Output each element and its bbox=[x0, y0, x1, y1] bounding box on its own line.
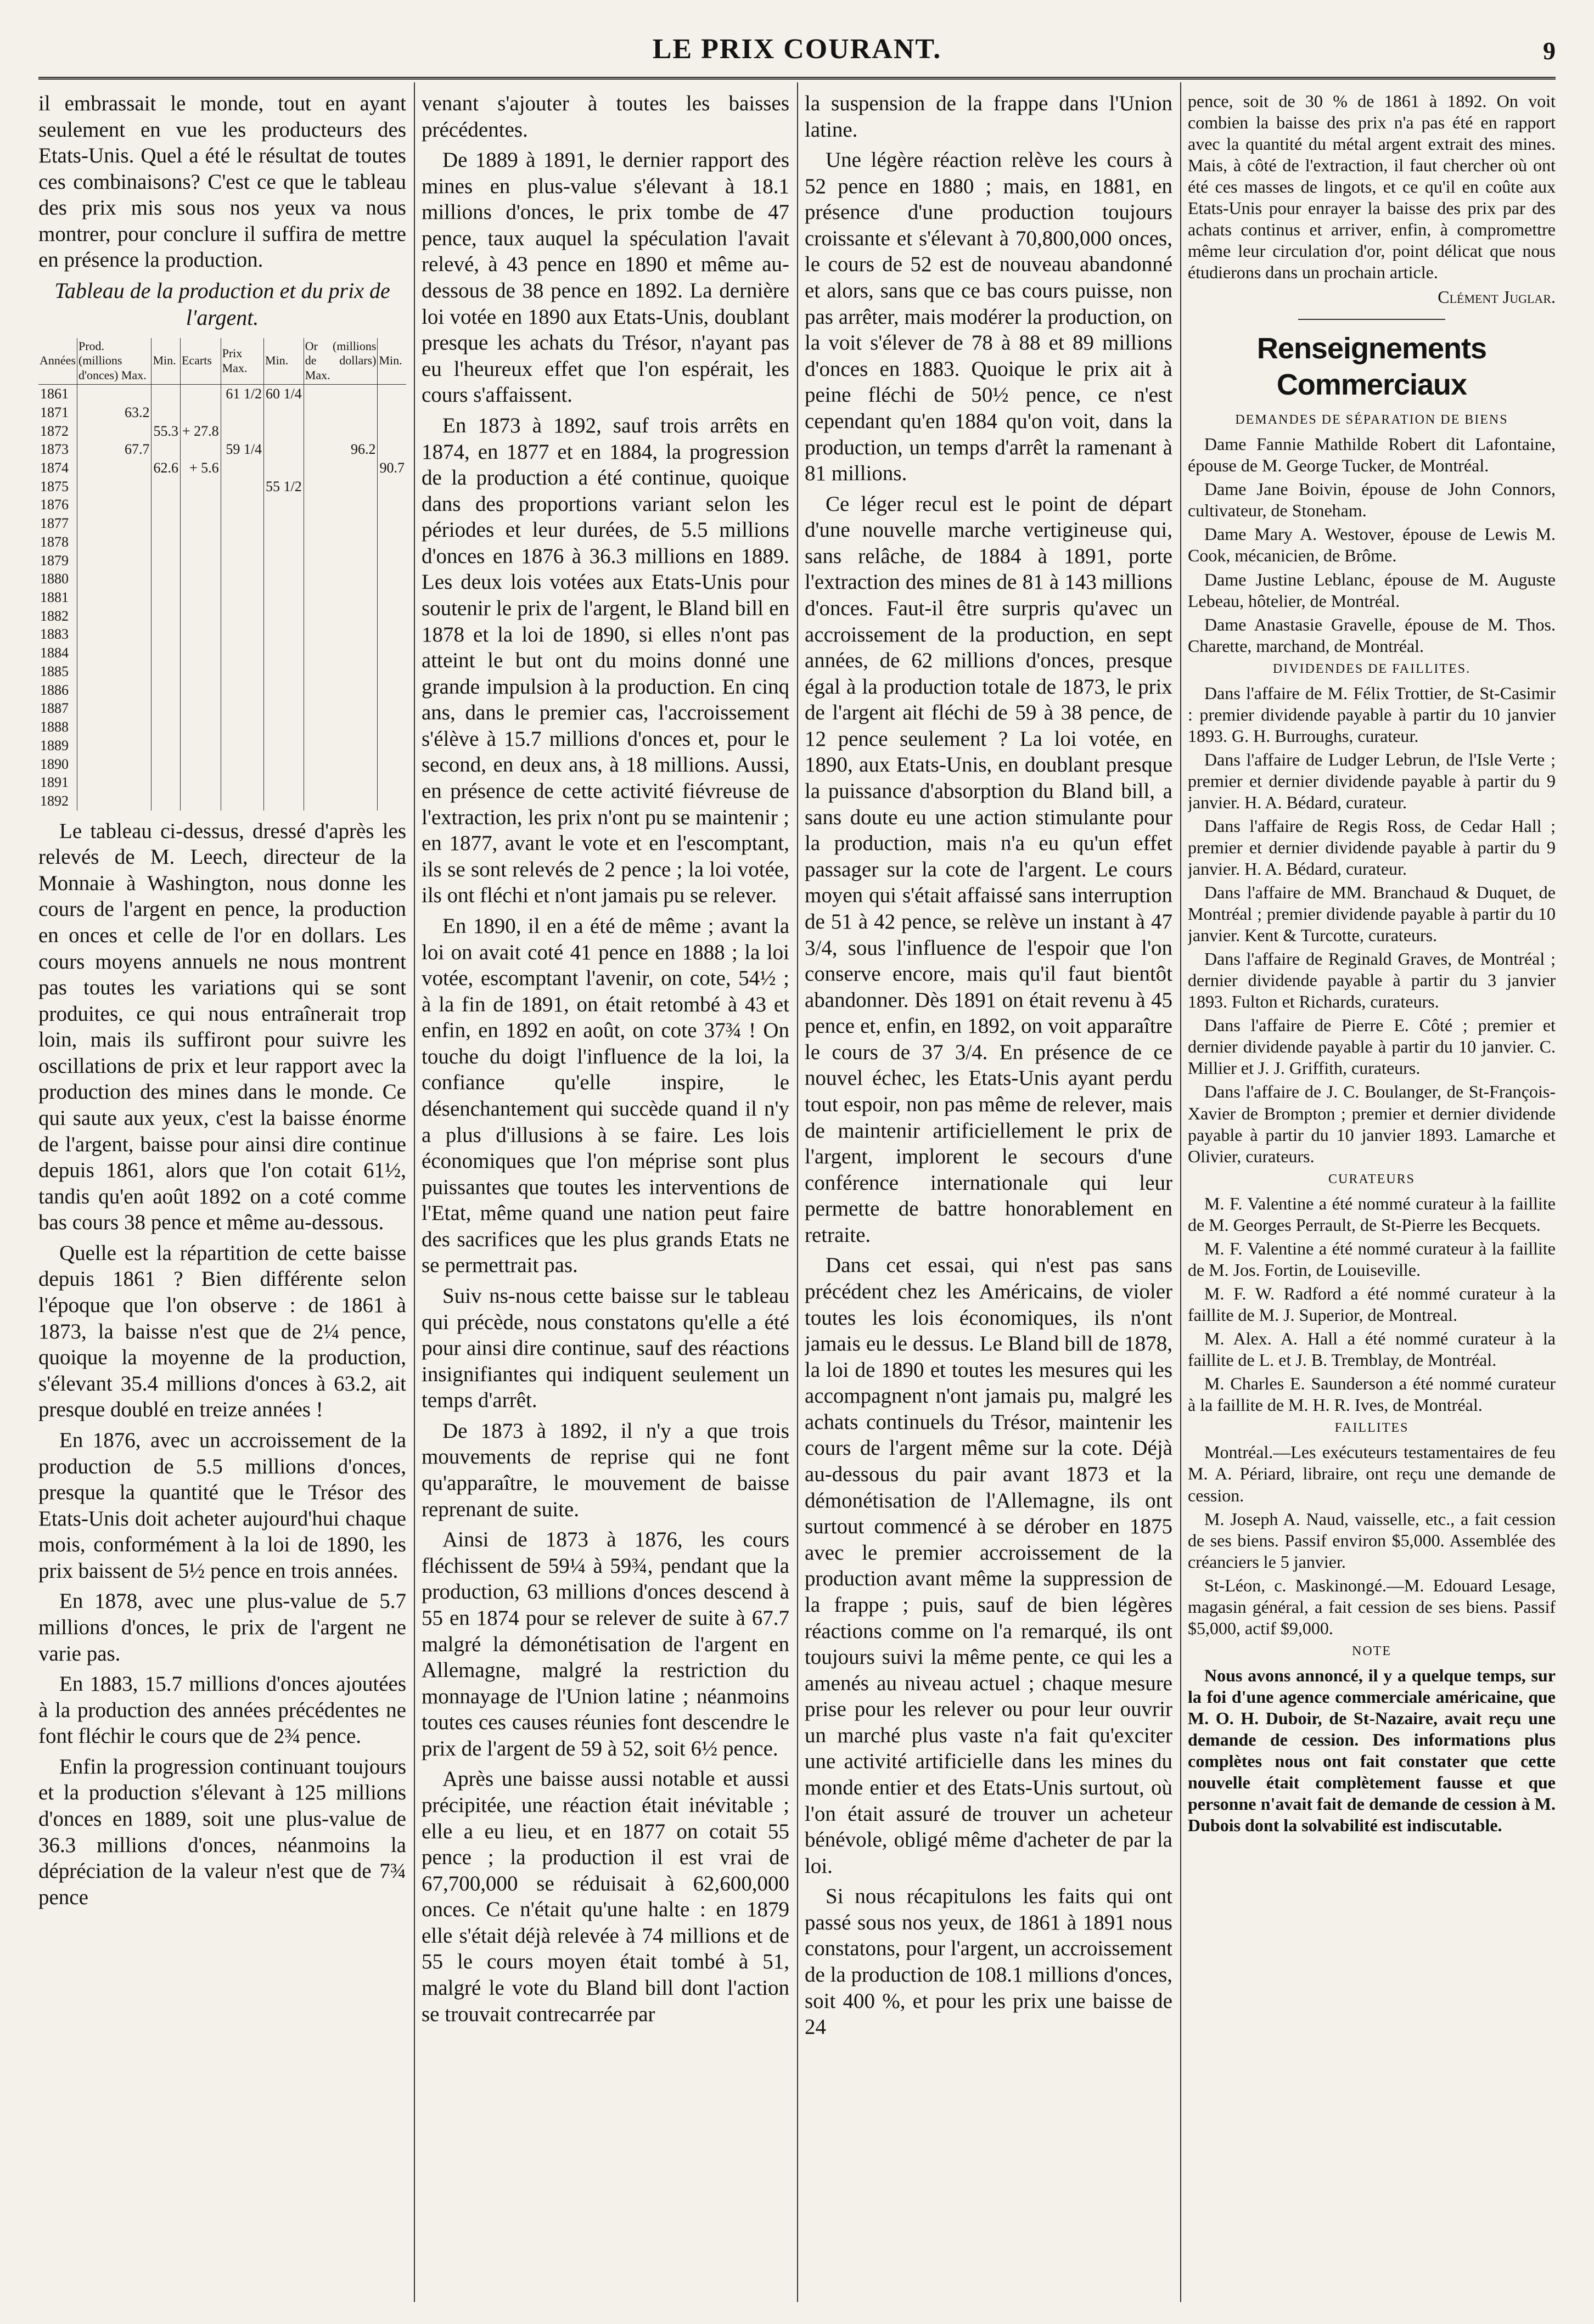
table-cell bbox=[151, 570, 181, 588]
table-cell: 1877 bbox=[40, 515, 69, 532]
table-cell bbox=[264, 588, 304, 607]
table-cell bbox=[264, 773, 304, 792]
table-cell bbox=[180, 736, 221, 755]
paragraph: En 1873 à 1892, sauf trois arrêts en 1874, en 1877 et en 1884, la progression de la production a été continue, quoique dans des proportions variant selon les périodes et leur durées, de 5.5 millions d'onces en 1876 à 36.3 millions en 1889. Les deux lois votées aux Etats-Unis pour soutenir le prix de l'argent, le Bland bill en 1878 et la loi de 1890, si elles n'ont pas atteint le but ont du moins donné une grande impulsion à la production. En cinq ans, dans le premier cas, l'accroissement s'élève à 15.7 millions d'onces et, pour le second, en deux ans, à 18 millions. Aussi, en présence de cette activité fiévreuse de l'extraction, les prix n'ont pu se maintenir ; en 1877, avant le vote et en l'escomptant, ils se sont relevés de 2 pence ; la loi votée, ils ont fléchi et n'ont jamais pu se relever. bbox=[422, 413, 789, 908]
table-cell bbox=[378, 533, 406, 552]
table-cell bbox=[221, 496, 263, 514]
table-cell bbox=[264, 625, 304, 644]
table-cell bbox=[180, 644, 221, 662]
table-cell: 1886 bbox=[40, 682, 69, 698]
table-cell bbox=[304, 385, 378, 403]
table-cell bbox=[304, 570, 378, 588]
paragraph: De 1889 à 1891, le dernier rapport des mines en plus-value s'élevant à 18.1 millions d'onces, le prix tombe de 47 pence, taux auquel la spéculation l'avait relevé, à 43 pence en 1890 et même au-dessous de 38 pence en 1892. La dernière loi votée en 1890 aux Etats-Unis, doublant presque les achats du Trésor, n'ayant pas eu l'heureux effet que l'on espérait, les cours s'affaissent. bbox=[422, 148, 789, 407]
table-cell: 60 1/4 bbox=[264, 385, 304, 403]
table-cell bbox=[221, 625, 263, 644]
table-row bbox=[38, 533, 406, 552]
table-header: Prix Max. bbox=[221, 338, 263, 385]
table-row bbox=[38, 736, 406, 755]
paragraph: Après une baisse aussi notable et aussi précipitée, une réaction était inévitable ; elle a eu lieu, et en 1877 on cotait 55 pence ; la production il est vrai de 67,700,000 se réduisait à 62,600,000 onces. Ce n'était qu'une halte : en 1879 elle s'était déjà relevée à 74 millions et de 55 le cours moyen était tombé à 51, malgré le vote du Bland bill dont l'action se trouvait contrecarrée par bbox=[422, 1767, 789, 2026]
table-cell bbox=[221, 422, 263, 441]
table-row bbox=[38, 755, 406, 774]
table-cell bbox=[151, 514, 181, 533]
table-cell bbox=[77, 681, 151, 700]
list-item: Dame Fannie Mathilde Robert dit Lafontaine, épouse de M. George Tucker, de Montréal. bbox=[1188, 434, 1556, 476]
paragraph: Une légère réaction relève les cours à 52 pence en 1880 ; mais, en 1881, en présence d'une production toujours croissante et s'élevant à 70,800,000 onces, le cours de 52 est de nouveau abandonné et alors, sans que ce bas cours puisse, non pas arrêter, mais modérer la production, on la voit s'élever de 78 à 88 et 89 millions d'onces en 1883. Quoique le prix ait à peine fléchi de 50½ pence, ce n'est cependant qu'en 1884 qu'on voit, dans la production, un temps d'arrêt la ramenant à 81 millions. bbox=[805, 148, 1172, 486]
table-cell bbox=[378, 496, 406, 514]
table-cell bbox=[378, 570, 406, 588]
list-item: Dans l'affaire de MM. Branchaud & Duquet, de Montréal ; premier dividende payable à partir du 10 janvier. Kent & Turcotte, curateurs. bbox=[1188, 882, 1556, 946]
table-cell bbox=[264, 570, 304, 588]
table-cell bbox=[151, 755, 181, 774]
table-cell bbox=[77, 607, 151, 626]
table-cell bbox=[304, 625, 378, 644]
table-cell bbox=[151, 552, 181, 570]
table-cell bbox=[77, 570, 151, 588]
table-cell bbox=[378, 625, 406, 644]
column-1 bbox=[38, 91, 406, 2302]
column-3 bbox=[805, 91, 1172, 2302]
table-cell bbox=[221, 477, 263, 496]
table-cell bbox=[151, 496, 181, 514]
table-cell bbox=[221, 681, 263, 700]
table-cell bbox=[378, 422, 406, 441]
table-cell bbox=[264, 755, 304, 774]
table-cell bbox=[304, 755, 378, 774]
note-paragraph: Nous avons annoncé, il y a quelque temps, sur la foi d'une agence commerciale américaine, que M. O. H. Duboir, de St-Nazaire, avait reçu une demande de cession. Des informations plus complètes nous ont fait constater que cette nouvelle était complètement fausse et que personne n'avait fait de demande de cession à M. Dubois dont la solvabilité est indiscutable. bbox=[1188, 1665, 1556, 1836]
table-body bbox=[38, 385, 406, 811]
table-row bbox=[38, 477, 406, 496]
table-cell bbox=[221, 514, 263, 533]
paragraph: Ainsi de 1873 à 1876, les cours fléchissent de 59¼ à 59¾, pendant que la production, 63 millions d'onces descend à 55 en 1874 pour se relever de suite à 67.7 malgré la démonétisation de l'argent en Allemagne, malgré la restriction du monnayage de l'Union latine ; néanmoins toutes ces causes réunies font descendre le prix de l'argent de 59 à 52, soit 6½ pence. bbox=[422, 1528, 789, 1760]
table-row bbox=[38, 681, 406, 700]
list-item: Dans l'affaire de Reginald Graves, de Montréal ; dernier dividende payable à partir du 3 janvier 1893. Fulton et Richards, curateurs. bbox=[1188, 949, 1556, 1012]
table-row bbox=[38, 607, 406, 626]
table-cell bbox=[77, 699, 151, 718]
table-cell bbox=[180, 607, 221, 626]
table-cell: 1880 bbox=[40, 571, 69, 587]
table-cell bbox=[304, 496, 378, 514]
table-cell: 1873 bbox=[40, 441, 69, 458]
subsection-heading: DEMANDES DE SÉPARATION DE BIENS bbox=[1235, 413, 1508, 427]
table-cell bbox=[378, 607, 406, 626]
table-header: Prod. (millions d'onces) Max. bbox=[77, 338, 151, 385]
table-header: Ecarts bbox=[180, 338, 221, 385]
table-cell bbox=[304, 718, 378, 736]
table-cell bbox=[151, 607, 181, 626]
table-row bbox=[38, 773, 406, 792]
table-cell bbox=[180, 533, 221, 552]
paragraph: De 1873 à 1892, il n'y a que trois mouvements de reprise qui ne font qu'apparaître, le mouvement de baisse reprenant de suite. bbox=[422, 1419, 789, 1521]
table-cell bbox=[264, 440, 304, 459]
table-cell bbox=[378, 792, 406, 811]
table-cell bbox=[180, 718, 221, 736]
table-cell bbox=[180, 385, 221, 403]
table-cell bbox=[378, 773, 406, 792]
table-cell: + 5.6 bbox=[180, 459, 221, 477]
paragraph: Suiv ns-nous cette baisse sur le tableau qui précède, nous constatons qu'elle a été pour ainsi dire continue, sauf des réactions insignifiantes qui indiquent seulement un temps d'arrêt. bbox=[422, 1284, 789, 1413]
table-cell: 1892 bbox=[40, 792, 69, 809]
paragraph: Le tableau ci-dessus, dressé d'après les relevés de M. Leech, directeur de la Monnaie à Washington, nous donne les cours de l'argent en pence, la production en onces et celle de l'or en dollars. Les cours moyens annuels ne nous montrent pas toutes les variations qui se sont produites, ce qui nous entraînerait trop loin, mais ils suffiront pour suivre les oscillations de prix et leur rapport avec la production des mines dans le monde. Ce qui saute aux yeux, c'est la baisse énorme de l'argent, baisse pour ainsi dire continue depuis 1861, alors que l'on cotait 61½, tandis qu'en août 1892 on a coté comme bas cours 38 pence et même au-dessous. bbox=[38, 819, 406, 1235]
table-cell bbox=[378, 403, 406, 422]
table-cell bbox=[77, 625, 151, 644]
table-cell bbox=[264, 459, 304, 477]
list-item: Montréal.—Les exécuteurs testamentaires de feu M. A. Périard, libraire, ont reçu une demande de cession. bbox=[1188, 1442, 1556, 1505]
table-row bbox=[38, 699, 406, 718]
table-cell bbox=[180, 570, 221, 588]
table-cell bbox=[77, 755, 151, 774]
table-cell bbox=[151, 588, 181, 607]
table-row bbox=[38, 625, 406, 644]
table-cell bbox=[264, 662, 304, 681]
author-signature: Clément Juglar. bbox=[1438, 287, 1556, 307]
list-item: Dans l'affaire de Pierre E. Côté ; premier et dernier dividende payable à partir du 10 janvier. C. Millier et J. J. Griffith, curateurs. bbox=[1188, 1015, 1556, 1078]
paragraph: la suspension de la frappe dans l'Union latine. bbox=[805, 92, 1172, 142]
paragraph: Dans cet essai, qui n'est pas sans précédent chez les Américains, de violer toutes les lois économiques, ils n'ont jamais eu le dessus. Le Bland bill de 1878, la loi de 1890 et toutes les mesures qui les accompagnent n'ont jamais pu, malgré les achats continuels du Trésor, maintenir les cours de l'argent même sur la cote. Déjà au-dessous du pair avant 1873 et la démonétisation de l'Allemagne, ils ont surtout commencé à se dérober en 1875 avec le premier accroissement de la production avant même la suppression de la frappe ; puis, sauf de bien légères réactions comme on l'a remarqué, ils ont toujours suivi la même pente, ce qui les a amenés au niveau actuel ; chaque mesure prise pour les relever ou pour leur ouvrir un marché plus vaste n'a fait qu'exciter une activité artificielle dans les mines du monde entier et des Etats-Unis surtout, où l'on était assuré de trouver un acheteur bénévole, obligé même d'acheter de par la loi. bbox=[805, 1253, 1172, 1878]
paragraph: En 1883, 15.7 millions d'onces ajoutées à la production des années précédentes ne font fléchir le cours que de 2¾ pence. bbox=[38, 1672, 406, 1748]
subsection-heading: FAILLITES bbox=[1334, 1421, 1409, 1436]
table-cell: 1881 bbox=[40, 589, 69, 606]
table-cell bbox=[378, 552, 406, 570]
table-row bbox=[38, 570, 406, 588]
table-row bbox=[38, 588, 406, 607]
table-cell bbox=[77, 644, 151, 662]
subsection-heading: CURATEURS bbox=[1328, 1172, 1416, 1186]
table-cell bbox=[180, 440, 221, 459]
table-cell bbox=[264, 533, 304, 552]
table-cell: 1879 bbox=[40, 552, 69, 569]
table-cell bbox=[221, 552, 263, 570]
table-cell bbox=[378, 385, 406, 403]
list-item: M. F. Valentine a été nommé curateur à la faillite de M. Jos. Fortin, de Louiseville. bbox=[1188, 1238, 1556, 1280]
paragraph: il embrassait le monde, tout en ayant seulement en vue les producteurs des Etats-Unis. Quel a été le résultat de toutes ces combinaisons? C'est ce que le tableau des prix mis sous nos yeux va nous montrer, pour conclure il suffira de mettre en présence la production. bbox=[38, 92, 406, 272]
table-cell bbox=[180, 496, 221, 514]
table-cell bbox=[264, 514, 304, 533]
list-item: Dame Jane Boivin, épouse de John Connors, cultivateur, de Stoneham. bbox=[1188, 479, 1556, 521]
list-item: Dame Anastasie Gravelle, épouse de M. Thos. Charette, marchand, de Montréal. bbox=[1188, 614, 1556, 656]
table-cell: 1890 bbox=[40, 756, 69, 772]
table-cell: 1883 bbox=[40, 626, 69, 643]
list-item: Dans l'affaire de Ludger Lebrun, de l'Isle Verte ; premier et dernier dividende payable à partir du 9 janvier. H. A. Bédard, curateur. bbox=[1188, 750, 1556, 813]
table-cell bbox=[221, 736, 263, 755]
table-cell bbox=[304, 588, 378, 607]
table-cell bbox=[221, 570, 263, 588]
table-cell bbox=[151, 699, 181, 718]
list-item: Dans l'affaire de J. C. Boulanger, de St-François-Xavier de Brompton ; premier et dernier dividende payable à partir du 10 janvier 1893. Lamarche et Olivier, curateurs. bbox=[1188, 1082, 1556, 1166]
table-cell bbox=[264, 699, 304, 718]
table-cell bbox=[304, 422, 378, 441]
table-row bbox=[38, 644, 406, 662]
table-cell bbox=[264, 644, 304, 662]
table-cell bbox=[304, 533, 378, 552]
table-cell bbox=[151, 385, 181, 403]
silver-table bbox=[38, 338, 406, 811]
table-cell bbox=[378, 699, 406, 718]
page-title: LE PRIX COURANT. bbox=[652, 33, 942, 65]
table-cell bbox=[221, 588, 263, 607]
table-cell bbox=[221, 533, 263, 552]
table-cell bbox=[304, 662, 378, 681]
table-cell: 1891 bbox=[40, 774, 69, 791]
page-number: 9 bbox=[1543, 37, 1556, 65]
table-row bbox=[38, 422, 406, 441]
table-cell bbox=[264, 681, 304, 700]
table-cell bbox=[151, 681, 181, 700]
table-row bbox=[38, 385, 406, 403]
table-row bbox=[38, 718, 406, 736]
table-cell: 1874 bbox=[40, 460, 69, 476]
table-cell bbox=[304, 681, 378, 700]
table-cell bbox=[151, 792, 181, 811]
list-item: Dame Justine Leblanc, épouse de M. Auguste Lebeau, hôtelier, de Montréal. bbox=[1188, 569, 1556, 611]
table-cell bbox=[221, 607, 263, 626]
table-cell bbox=[221, 755, 263, 774]
paragraph: pence, soit de 30 % de 1861 à 1892. On voit combien la baisse des prix n'a pas été en rapport avec la quantité du métal argent extrait des mines. Mais, à côté de l'extraction, il faut chercher où ont été ces masses de lingots, et ce qu'il en coûte aux Etats-Unis pour enrayer la baisse des prix par des achats continus et arriver, enfin, à compromettre même leur circulation d'or, point délicat que nous étudierons dans un prochain article. bbox=[1188, 91, 1556, 283]
table-cell bbox=[77, 773, 151, 792]
table-row bbox=[38, 662, 406, 681]
table-cell bbox=[180, 681, 221, 700]
paragraph: Ce léger recul est le point de départ d'une nouvelle marche vertigineuse qui, sans relâche, de 1884 à 1891, porte l'extraction des mines de 81 à 143 millions d'onces. Faut-il être surpris qu'avec un accroissement de la production, en sept années, de 62 millions d'onces, presque égal à la production totale de 1873, le prix de l'argent ait fléchi de 59 à 38 pence, de 12 pence seulement ? La loi votée, en 1890, aux Etats-Unis, en doublant presque la puissance d'absorption du Bland bill, a sans doute eu une action stimulante pour la production, mais n'a eu qu'un effet passager sur la cote de l'argent. Le cours moyen qui s'était affaissé sans interruption de 51 à 42 pence, se relève un instant à 47 3/4, sous l'influence de l'espoir que l'on conserve encore, mais qu'il faut bientôt abandonner. Dès 1891 on était revenu à 45 pence et, enfin, en 1892, on voit apparaître le cours de 37 3/4. En présence de ce nouvel échec, les Etats-Unis ayant perdu tout espoir, non pas même de relever, mais de maintenir artificiellement le prix de l'argent, implorent le secours d'une conférence internationale qui leur permette de battre honorablement en retraite. bbox=[805, 492, 1172, 1247]
table-cell: 62.6 bbox=[151, 459, 181, 477]
list-item: M. F. Valentine a été nommé curateur à la faillite de M. Georges Perrault, de St-Pierre les Becquets. bbox=[1188, 1193, 1556, 1235]
table-cell bbox=[378, 477, 406, 496]
table-cell: 61 1/2 bbox=[221, 385, 263, 403]
paragraph: Si nous récapitulons les faits qui ont passé sous nos yeux, de 1861 à 1891 nous constatons, pour l'argent, un accroissement de la production de 108.1 millions d'onces, soit 400 %, et pour les prix une baisse de 24 bbox=[805, 1884, 1172, 2039]
table-cell bbox=[378, 588, 406, 607]
table-cell: 1875 bbox=[40, 478, 69, 494]
paragraph: Quelle est la répartition de cette baisse depuis 1861 ? Bien différente selon l'époque que l'on observe : de 1861 à 1873, la baisse n'est que de 2¼ pence, quoique la moyenne de la production, s'élevant 35.4 millions d'onces à 63.2, ait presque doublé en treize années ! bbox=[38, 1241, 406, 1422]
table-cell: 1878 bbox=[40, 533, 69, 550]
table-row bbox=[38, 440, 406, 459]
table-row bbox=[38, 403, 406, 422]
table-cell: 1871 bbox=[40, 404, 69, 420]
table-cell bbox=[77, 662, 151, 681]
table-cell bbox=[221, 792, 263, 811]
table-cell bbox=[378, 440, 406, 459]
paragraph: En 1878, avec une plus-value de 5.7 millions d'onces, le prix de l'argent ne varie pas. bbox=[38, 1589, 406, 1665]
table-cell bbox=[77, 496, 151, 514]
column-divider bbox=[797, 82, 798, 2302]
table-cell: 90.7 bbox=[378, 459, 406, 477]
table-cell bbox=[264, 718, 304, 736]
paragraph: En 1876, avec un accroissement de la production de 5.5 millions d'onces, presque la quantité que le Trésor des Etats-Unis doit acheter aujourd'hui chaque mois, conformément à la loi de 1890, les prix baissent de 5½ pence en trois années. bbox=[38, 1428, 406, 1583]
table-cell bbox=[264, 496, 304, 514]
table-cell bbox=[378, 718, 406, 736]
list-item: M. Joseph A. Naud, vaisselle, etc., a fait cession de ses biens. Passif environ $5,000. Assemblée des créanciers le 5 janvier. bbox=[1188, 1509, 1556, 1572]
table-cell bbox=[77, 736, 151, 755]
header-rule bbox=[38, 77, 1556, 80]
table-cell bbox=[304, 514, 378, 533]
list-item: Dans l'affaire de M. Félix Trottier, de St-Casimir : premier dividende payable à partir du 10 janvier 1893. G. H. Burroughs, curateur. bbox=[1188, 683, 1556, 746]
table-cell bbox=[221, 718, 263, 736]
table-cell bbox=[151, 625, 181, 644]
table-cell bbox=[378, 755, 406, 774]
table-cell bbox=[151, 773, 181, 792]
table-cell bbox=[180, 514, 221, 533]
table-cell bbox=[221, 459, 263, 477]
table-cell bbox=[77, 459, 151, 477]
paragraph: En 1890, il en a été de même ; avant la loi on avait coté 41 pence en 1888 ; la loi votée, escomptant l'avenir, on cote, 54½ ; à la fin de 1891, on était retombé à 43 et enfin, en 1892 en août, on cote 37¾ ! On touche du doigt l'influence de la loi, la confiance qu'elle inspire, le désenchantement qui succède quand il n'y a plus d'illusions à se faire. Les lois économiques que l'on méprise sont plus puissantes que toutes les interventions de l'Etat, même quand une nation peut faire des sacrifices que les plus grands Etats ne se permettrait pas. bbox=[422, 914, 789, 1278]
column-divider bbox=[414, 82, 415, 2302]
table-header: Min. bbox=[151, 338, 181, 385]
table-cell bbox=[221, 403, 263, 422]
list-item: M. Charles E. Saunderson a été nommé curateur à la faillite de M. H. R. Ives, de Montréal. bbox=[1188, 1374, 1556, 1415]
list-item: M. Alex. A. Hall a été nommé curateur à la faillite de L. et J. B. Tremblay, de Montréal. bbox=[1188, 1329, 1556, 1370]
table-cell: 1861 bbox=[40, 386, 69, 402]
table-cell: 1887 bbox=[40, 700, 69, 717]
table-cell: 1876 bbox=[40, 497, 69, 513]
table-cell bbox=[378, 681, 406, 700]
table-cell bbox=[180, 773, 221, 792]
column-4 bbox=[1188, 91, 1556, 2302]
table-cell bbox=[378, 736, 406, 755]
table-header-row bbox=[38, 338, 406, 385]
table-cell bbox=[151, 662, 181, 681]
list-item: Dans l'affaire de Regis Ross, de Cedar Hall ; premier et dernier dividende payable à partir du 9 janvier. H. A. Bédard, curateur. bbox=[1188, 816, 1556, 879]
table-cell bbox=[151, 440, 181, 459]
table-cell bbox=[378, 644, 406, 662]
section-title: Renseignements Commerciaux bbox=[1256, 332, 1487, 402]
table-cell: 63.2 bbox=[77, 403, 151, 422]
column-2 bbox=[422, 91, 789, 2302]
table-header: Min. bbox=[378, 338, 406, 385]
table-cell bbox=[221, 662, 263, 681]
table-cell: 96.2 bbox=[304, 440, 378, 459]
table-cell bbox=[304, 736, 378, 755]
table-cell: 59 1/4 bbox=[221, 440, 263, 459]
table-cell bbox=[77, 718, 151, 736]
table-cell bbox=[304, 552, 378, 570]
table-cell bbox=[378, 514, 406, 533]
table-cell bbox=[77, 533, 151, 552]
table-cell bbox=[221, 773, 263, 792]
table-cell bbox=[304, 699, 378, 718]
table-cell bbox=[151, 736, 181, 755]
table-cell bbox=[264, 607, 304, 626]
table-cell: 1882 bbox=[40, 607, 69, 624]
table-cell bbox=[180, 625, 221, 644]
table-cell bbox=[180, 792, 221, 811]
table-cell bbox=[77, 588, 151, 607]
table-cell bbox=[264, 422, 304, 441]
table-cell bbox=[151, 477, 181, 496]
table-cell bbox=[180, 403, 221, 422]
separator bbox=[1298, 319, 1445, 320]
table-cell bbox=[304, 403, 378, 422]
table-cell: 1884 bbox=[40, 645, 69, 661]
page-header bbox=[38, 22, 1556, 66]
table-cell: 1889 bbox=[40, 737, 69, 753]
table-cell: 67.7 bbox=[77, 440, 151, 459]
table-cell bbox=[77, 552, 151, 570]
table-cell: 1885 bbox=[40, 663, 69, 679]
table-cell: 1888 bbox=[40, 719, 69, 735]
table-cell bbox=[180, 552, 221, 570]
table-cell bbox=[264, 792, 304, 811]
table-caption: Tableau de la production et du prix de l'argent. bbox=[54, 278, 390, 330]
table-cell bbox=[77, 792, 151, 811]
table-row bbox=[38, 514, 406, 533]
table-cell bbox=[77, 422, 151, 441]
table-row bbox=[38, 459, 406, 477]
paragraph: Enfin la progression continuant toujours et la production s'élevant à 125 millions d'onces en 1889, soit une plus-value de 36.3 millions d'onces, néanmoins la dépréciation de la valeur n'est que de 7¾ pence bbox=[38, 1754, 406, 1909]
table-cell: + 27.8 bbox=[180, 422, 221, 441]
column-divider bbox=[1180, 82, 1181, 2302]
table-cell bbox=[77, 477, 151, 496]
table-cell bbox=[264, 403, 304, 422]
table-cell bbox=[180, 477, 221, 496]
table-cell: 55 1/2 bbox=[264, 477, 304, 496]
table-cell bbox=[304, 459, 378, 477]
table-cell bbox=[304, 773, 378, 792]
table-row bbox=[38, 496, 406, 514]
table-cell bbox=[304, 477, 378, 496]
table-cell bbox=[77, 385, 151, 403]
table-cell bbox=[304, 792, 378, 811]
table-cell: 55.3 bbox=[151, 422, 181, 441]
list-item: M. F. W. Radford a été nommé curateur à la faillite de M. J. Superior, de Montreal. bbox=[1188, 1283, 1556, 1325]
table-cell bbox=[378, 662, 406, 681]
table-cell bbox=[151, 644, 181, 662]
list-item: Dame Mary A. Westover, épouse de Lewis M. Cook, mécanicien, de Brôme. bbox=[1188, 524, 1556, 566]
subsection-heading: NOTE bbox=[1352, 1644, 1391, 1658]
table-header: Années bbox=[38, 338, 77, 385]
table-cell: 1872 bbox=[40, 423, 69, 439]
table-header: Or (millions de dollars) Max. bbox=[304, 338, 378, 385]
table-cell bbox=[77, 514, 151, 533]
table-cell bbox=[180, 755, 221, 774]
table-cell bbox=[304, 607, 378, 626]
table-cell bbox=[180, 699, 221, 718]
paragraph: venant s'ajouter à toutes les baisses précédentes. bbox=[422, 92, 789, 142]
table-cell bbox=[221, 699, 263, 718]
subsection-heading: DIVIDENDES DE FAILLITES. bbox=[1272, 661, 1471, 676]
table-row bbox=[38, 792, 406, 811]
table-cell bbox=[180, 588, 221, 607]
table-cell bbox=[151, 718, 181, 736]
list-item: St-Léon, c. Maskinongé.—M. Edouard Lesage, magasin général, a fait cession de ses biens. Passif $5,000, actif $9,000. bbox=[1188, 1575, 1556, 1638]
table-cell bbox=[151, 403, 181, 422]
table-cell bbox=[304, 644, 378, 662]
table-header: Min. bbox=[264, 338, 304, 385]
table-cell bbox=[180, 662, 221, 681]
table-row bbox=[38, 552, 406, 570]
table-cell bbox=[151, 533, 181, 552]
table-cell bbox=[264, 736, 304, 755]
table-cell bbox=[264, 552, 304, 570]
table-cell bbox=[221, 644, 263, 662]
